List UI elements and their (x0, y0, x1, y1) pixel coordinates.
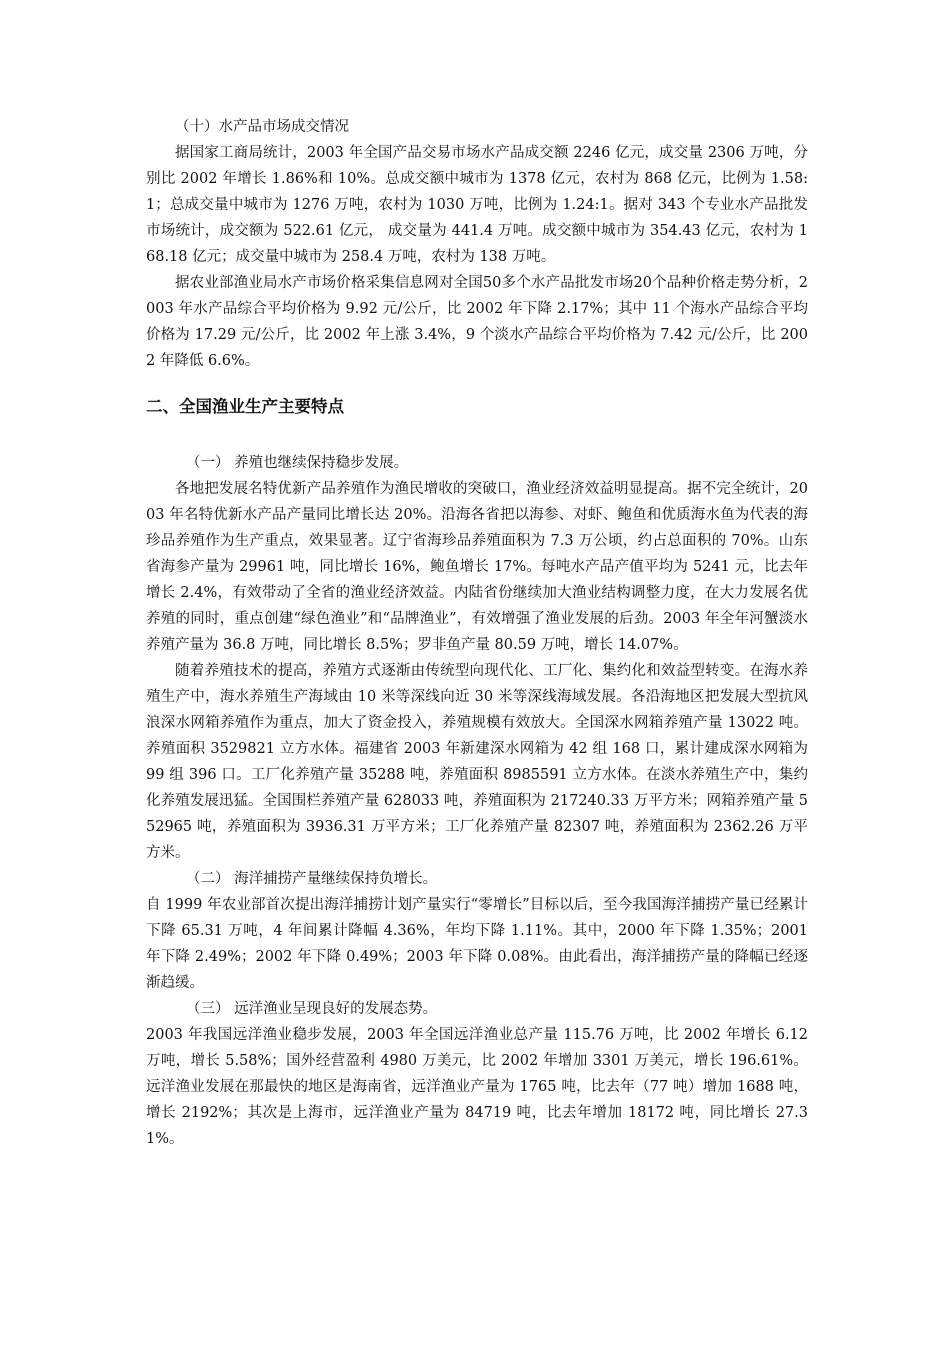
marine-fishing-paragraph: 自 1999 年农业部首次提出海洋捕捞计划产量实行“零增长”目标以后，至今我国海洋捕捞产量已经累计下降 65.31 万吨，4 年间累计降幅 4.36%，年均下降 1.11%。其中，2000 年下降 1.35%；2001 年下降 2.49%；2002 年下降 0.49%；2003 年下降 0.08%。由此看出，海洋捕捞产量的降幅已经逐渐趋缓。 (146, 897, 808, 991)
distant-water-paragraph: 2003 年我国远洋渔业稳步发展，2003 年全国远洋渔业总产量 115.76 万吨，比 2002 年增长 6.12 万吨，增长 5.58%；国外经营盈利 4980 万美元，比 2002 年增加 3301 万美元，增长 196.61%。远洋渔业发展在那最快的地区是海南省，远洋渔业产量为 1765 吨，比去年（77 吨）增加 1688 吨，增长 2192%；其次是上海市，远洋渔业产量为 84719 吨，比去年增加 18172 吨，同比增长 27.31%。 (146, 1027, 808, 1147)
distant-water-subheading: （三） 远洋渔业呈现良好的发展态势。 (186, 1001, 438, 1017)
section-title: 二、全国渔业生产主要特点 (146, 397, 344, 416)
marine-fishing-subheading: （二） 海洋捕捞产量继续保持负增长。 (186, 871, 438, 887)
market-section (146, 114, 808, 374)
aquaculture-subheading: （一） 养殖也继续保持稳步发展。 (186, 455, 409, 471)
aquaculture-paragraph-2: 随着养殖技术的提高，养殖方式逐渐由传统型向现代化、工厂化、集约化和效益型转变。在海水养殖生产中，海水养殖生产海域由 10 米等深线向近 30 米等深线海域发展。各沿海地区把发展大型抗风浪深水网箱养殖作为重点，加大了资金投入，养殖规模有效放大。全国深水网箱养殖产量 13022 吨。养殖面积 3529821 立方水体。福建省 2003 年新建深水网箱为 42 组 168 口，累计建成深水网箱为 99 组 396 口。工厂化养殖产量 35288 吨，养殖面积 8985591 立方水体。在淡水养殖生产中，集约化养殖发展迅猛。全国围栏养殖产量 628033 吨，养殖面积为 217240.33 万平方米；网箱养殖产量 552965 吨，养殖面积为 3936.31 万平方米；工厂化养殖产量 82307 吨，养殖面积为 2362.26 万平方米。 (146, 663, 808, 861)
aquaculture-paragraph-1: 各地把发展名特优新产品养殖作为渔民增收的突破口，渔业经济效益明显提高。据不完全统计，2003 年名特优新水产品产量同比增长达 20%。沿海各省把以海参、对虾、鲍鱼和优质海水鱼为代表的海珍品养殖作为生产重点，效果显著。辽宁省海珍品养殖面积为 7.3 万公顷，约占总面积的 70%。山东省海参产量为 29961 吨，同比增长 16%，鲍鱼增长 17%。每吨水产品产值平均为 5241 元，比去年增长 2.4%，有效带动了全省的渔业经济效益。内陆省份继续加大渔业结构调整力度，在大力发展名优养殖的同时，重点创建“绿色渔业”和“品牌渔业”，有效增强了渔业发展的后劲。2003 年全年河蟹淡水养殖产量为 36.8 万吨，同比增长 8.5%；罗非鱼产量 80.59 万吨，增长 14.07%。 (146, 481, 808, 653)
market-subheading: （十）水产品市场成交情况 (175, 119, 349, 135)
market-paragraph-2: 据农业部渔业局水产市场价格采集信息网对全国50多个水产品批发市场20个品种价格走势分析，2003 年水产品综合平均价格为 9.92 元/公斤，比 2002 年下降 2.17%；其中 11 个海水产品综合平均价格为 17.29 元/公斤，比 2002 年上涨 3.4%，9 个淡水产品综合平均价格为 7.42 元/公斤，比 2002 年降低 6.6%。 (146, 275, 808, 369)
market-paragraph-1: 据国家工商局统计，2003 年全国产品交易市场水产品成交额 2246 亿元，成交量 2306 万吨，分别比 2002 年增长 1.86%和 10%。总成交额中城市为 1378 亿元，农村为 868 亿元，比例为 1.58:1；总成交量中城市为 1276 万吨，农村为 1030 万吨，比例为 1.24:1。据对 343 个专业水产品批发市场统计，成交额为 522.61 亿元， 成交量为 441.4 万吨。成交额中城市为 354.43 亿元，农村为 168.18 亿元；成交量中城市为 258.4 万吨，农村为 138 万吨。 (146, 145, 808, 265)
features-section (146, 450, 808, 1152)
